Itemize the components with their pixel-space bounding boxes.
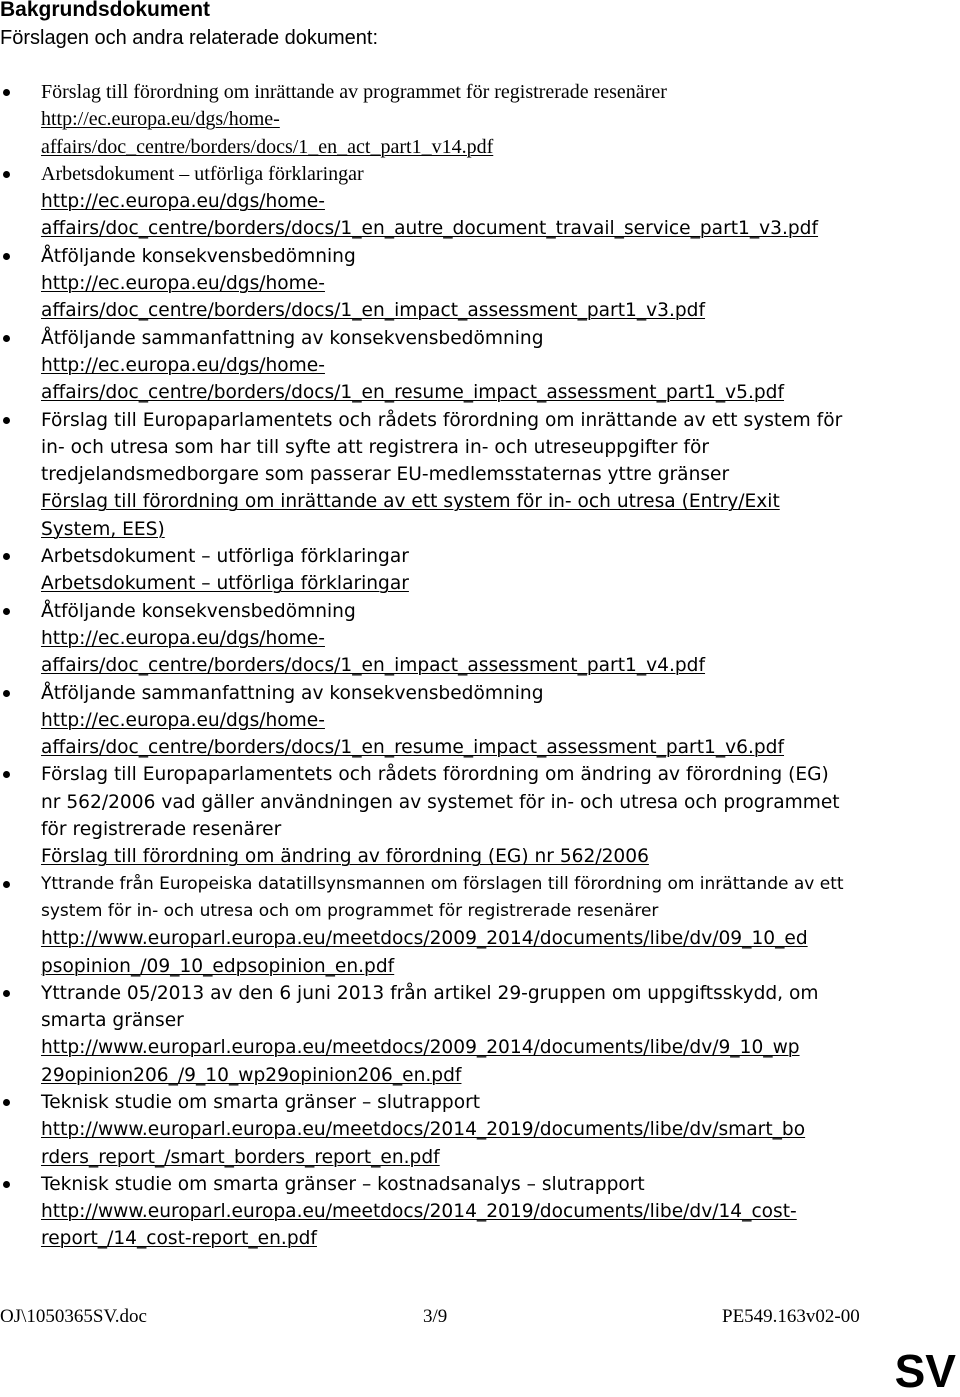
item-title-line: Teknisk studie om smarta gränser – slutrapport xyxy=(41,1091,481,1113)
item-link-line[interactable]: affairs/doc_centre/borders/docs/1_en_impact_assessment_part1_v3.pdf xyxy=(41,300,706,322)
list-item xyxy=(0,79,940,161)
item-link-line[interactable]: affairs/doc_centre/borders/docs/1_en_autre_document_travail_service_part1_v3.pdf xyxy=(41,218,819,240)
footer-page-number: 3/9 xyxy=(423,1306,448,1327)
item-link-line[interactable]: http://ec.europa.eu/dgs/home- xyxy=(41,709,325,731)
item-link-line[interactable]: affairs/doc_centre/borders/docs/1_en_impact_assessment_part1_v4.pdf xyxy=(41,655,706,677)
item-title-line: Yttrande från Europeiska datatillsynsmannen om förslagen till förordning om inrättande av ett xyxy=(41,873,844,894)
item-link-line[interactable]: http://www.europarl.europa.eu/meetdocs/2009_2014/documents/libe/dv/9_10_wp xyxy=(41,1037,800,1059)
bullet-icon xyxy=(3,1181,10,1188)
item-link-line[interactable]: affairs/doc_centre/borders/docs/1_en_resume_impact_assessment_part1_v5.pdf xyxy=(41,382,785,404)
item-title-line: Åtföljande konsekvensbedömning xyxy=(41,600,356,622)
list-item xyxy=(0,243,940,325)
list-item xyxy=(0,871,940,980)
item-link-line[interactable]: rders_report_/smart_borders_report_en.pdf xyxy=(41,1146,440,1168)
item-title-line: Åtföljande sammanfattning av konsekvensbedömning xyxy=(41,682,544,704)
item-title-line: in- och utresa som har till syfte att registrera in- och utreseuppgifter för xyxy=(41,436,709,458)
item-title-line: Teknisk studie om smarta gränser – kostnadsanalys – slutrapport xyxy=(41,1173,645,1195)
item-link-line[interactable]: 29opinion206_/9_10_wp29opinion206_en.pdf xyxy=(41,1064,462,1086)
item-title-line: Förslag till förordning om inrättande av programmet för registrerade resenärer xyxy=(41,81,667,103)
list-item xyxy=(0,1171,940,1253)
item-link-line[interactable]: Arbetsdokument – utförliga förklaringar xyxy=(41,573,409,595)
item-title-line: smarta gränser xyxy=(41,1010,184,1032)
language-code: SV xyxy=(894,1345,956,1397)
item-link-line[interactable]: System, EES) xyxy=(41,518,165,540)
list-item xyxy=(0,161,940,243)
item-link-line[interactable]: Förslag till förordning om inrättande av ett system för in- och utresa (Entry/Exit xyxy=(41,491,780,513)
document-list xyxy=(0,79,940,1253)
section-heading: Bakgrundsdokument xyxy=(0,0,211,21)
item-link-line[interactable]: http://ec.europa.eu/dgs/home- xyxy=(41,273,325,295)
item-link-line[interactable]: report_/14_cost-report_en.pdf xyxy=(41,1228,317,1250)
list-item xyxy=(0,980,940,1089)
item-link-line[interactable]: http://ec.europa.eu/dgs/home- xyxy=(41,627,325,649)
list-item xyxy=(0,598,940,680)
list-item xyxy=(0,1089,940,1171)
item-link-line[interactable]: http://www.europarl.europa.eu/meetdocs/2014_2019/documents/libe/dv/smart_bo xyxy=(41,1119,806,1141)
bullet-icon xyxy=(3,89,10,96)
bullet-icon xyxy=(3,608,10,615)
item-link-line[interactable]: http://ec.europa.eu/dgs/home- xyxy=(41,354,325,376)
item-title-line: tredjelandsmedborgare som passerar EU-medlemsstaternas yttre gränser xyxy=(41,464,730,486)
list-item xyxy=(0,680,940,762)
item-link-line[interactable]: psopinion_/09_10_edpsopinion_en.pdf xyxy=(41,955,395,977)
item-link-line[interactable]: affairs/doc_centre/borders/docs/1_en_act_part1_v14.pdf xyxy=(41,135,494,158)
bullet-icon xyxy=(3,417,10,424)
item-title-line: för registrerade resenärer xyxy=(41,819,282,841)
footer-pe-ref: PE549.163v02-00 xyxy=(722,1306,860,1327)
bullet-icon xyxy=(3,335,10,342)
bullet-icon xyxy=(3,1099,10,1106)
item-title-line: Yttrande 05/2013 av den 6 juni 2013 från artikel 29-gruppen om uppgiftsskydd, om xyxy=(41,982,819,1004)
item-title-line: nr 562/2006 vad gäller användningen av systemet för in- och utresa och programmet xyxy=(41,791,840,813)
list-item xyxy=(0,407,940,543)
item-title-line: Arbetsdokument – utförliga förklaringar xyxy=(41,546,409,568)
item-link-line[interactable]: Förslag till förordning om ändring av förordning (EG) nr 562/2006 xyxy=(41,846,649,868)
item-title-line: Förslag till Europaparlamentets och rådets förordning om ändring av förordning (EG) xyxy=(41,764,829,786)
page-footer xyxy=(0,1306,960,1330)
bullet-icon xyxy=(3,553,10,560)
item-title-line: system för in- och utresa och om programmet för registrerade resenärer xyxy=(41,900,659,921)
list-item xyxy=(0,325,940,407)
item-link-line[interactable]: http://ec.europa.eu/dgs/home- xyxy=(41,108,280,131)
item-title-line: Arbetsdokument – utförliga förklaringar xyxy=(41,162,364,185)
bullet-icon xyxy=(3,171,10,178)
bullet-icon xyxy=(3,690,10,697)
item-title-line: Förslag till Europaparlamentets och rådets förordning om inrättande av ett system för xyxy=(41,409,843,431)
item-link-line[interactable]: http://www.europarl.europa.eu/meetdocs/2009_2014/documents/libe/dv/09_10_ed xyxy=(41,928,808,950)
bullet-icon xyxy=(3,990,10,997)
bullet-icon xyxy=(3,771,10,778)
list-item xyxy=(0,543,940,598)
bullet-icon xyxy=(3,881,10,888)
item-title-line: Åtföljande sammanfattning av konsekvensbedömning xyxy=(41,327,544,349)
footer-doc-ref: OJ\1050365SV.doc xyxy=(0,1306,147,1327)
item-link-line[interactable]: affairs/doc_centre/borders/docs/1_en_resume_impact_assessment_part1_v6.pdf xyxy=(41,737,785,759)
list-item xyxy=(0,761,940,870)
item-link-line[interactable]: http://ec.europa.eu/dgs/home- xyxy=(41,191,325,213)
section-intro: Förslagen och andra relaterade dokument: xyxy=(0,27,379,49)
item-title-line: Åtföljande konsekvensbedömning xyxy=(41,245,356,267)
item-link-line[interactable]: http://www.europarl.europa.eu/meetdocs/2014_2019/documents/libe/dv/14_cost- xyxy=(41,1201,797,1223)
bullet-icon xyxy=(3,253,10,260)
